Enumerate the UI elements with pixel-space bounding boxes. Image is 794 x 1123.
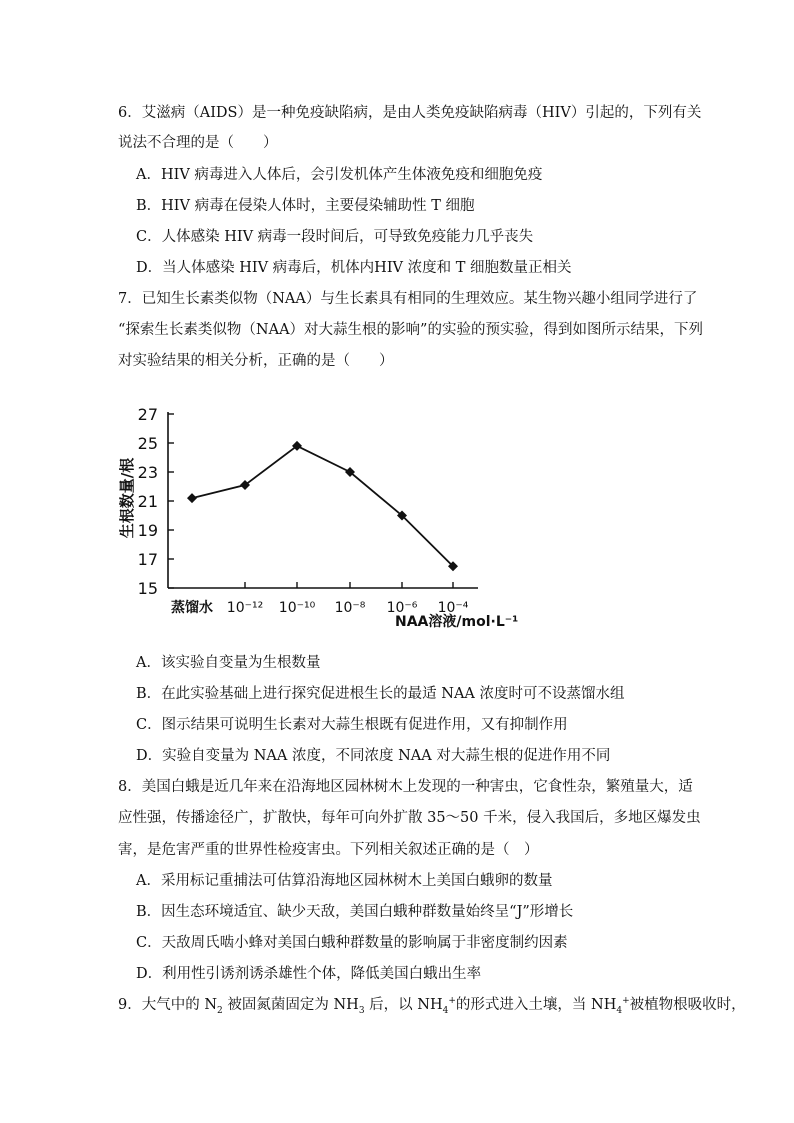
q9-text-1: 9．大气中的 N xyxy=(118,997,218,1013)
chart-series xyxy=(187,441,458,571)
q7-stem-line2: “探索生长素类似物（NAA）对大蒜生根的影响”的实验的预实验，得到如图所示结果，下列 xyxy=(118,322,703,338)
q9-sub-nh4-a: 4 xyxy=(442,1005,449,1016)
q9-sup-plus-b: + xyxy=(622,996,630,1007)
y-tick-label: 23 xyxy=(137,463,158,482)
q7-option-c: C．图示结果可说明生长素对大蒜生根既有促进作用，又有抑制作用 xyxy=(136,717,568,733)
data-point-marker xyxy=(187,493,197,503)
q9-sub-nh4-b: 4 xyxy=(616,1005,623,1016)
x-axis-label: NAA溶液/mol·L⁻¹ xyxy=(395,614,519,630)
q6-option-b: B．HIV 病毒在侵染人体时，主要侵染辅助性 T 细胞 xyxy=(136,198,475,214)
y-tick-label: 21 xyxy=(137,492,158,511)
chart-axes xyxy=(168,412,478,588)
q8-option-c: C．天敌周氏啮小蜂对美国白蛾种群数量的影响属于非密度制约因素 xyxy=(136,935,568,951)
q9-sup-plus-a: + xyxy=(448,996,456,1007)
x-tick-label: 蒸馏水 xyxy=(171,600,213,616)
y-tick-label: 25 xyxy=(137,434,158,453)
y-tick-label: 15 xyxy=(137,579,158,598)
y-tick-label: 27 xyxy=(137,405,158,424)
q6-option-a: A．HIV 病毒进入人体后，会引发机体产生体液免疫和细胞免疫 xyxy=(136,167,543,183)
q8-stem-line3: 害，是危害严重的世界性检疫害虫。下列相关叙述正确的是（ ） xyxy=(118,842,539,858)
y-tick-label: 17 xyxy=(137,550,158,569)
x-tick-label: 10⁻¹⁰ xyxy=(278,600,316,616)
q9-text-2: 被固氮菌固定为 NH xyxy=(222,997,359,1013)
naa-rooting-chart xyxy=(110,388,530,638)
q8-option-d: D．利用性引诱剂诱杀雄性个体，降低美国白蛾出生率 xyxy=(136,966,482,982)
y-axis-label: 生根数量/根 xyxy=(118,457,136,539)
q9-text-3: 后，以 NH xyxy=(364,997,443,1013)
q9-text-5: 被植物根吸收时， xyxy=(629,997,746,1013)
q7-option-a: A．该实验自变量为生根数量 xyxy=(136,655,321,671)
q6-option-d: D．当人体感染 HIV 病毒后，机体内HIV 浓度和 T 细胞数量正相关 xyxy=(136,260,572,276)
q7-stem-line3: 对实验结果的相关分析，正确的是（ ） xyxy=(118,353,394,369)
x-tick-label: 10⁻⁴ xyxy=(437,600,469,616)
q8-stem-line2: 应性强，传播途径广，扩散快，每年可向外扩散 35～50 千米，侵入我国后，多地区爆发虫 xyxy=(118,810,701,826)
series-line xyxy=(192,446,453,566)
y-tick-label: 19 xyxy=(137,521,158,540)
x-ticks xyxy=(171,582,469,616)
q8-option-a: A．采用标记重捕法可估算沿海地区园林树木上美国白蛾卵的数量 xyxy=(136,873,553,889)
q9-sub-nh3: 3 xyxy=(358,1005,365,1016)
q8-stem-line1: 8．美国白蛾是近几年来在沿海地区园林树木上发现的一种害虫，它食性杂，繁殖量大，适 xyxy=(118,779,693,795)
q6-option-c: C．人体感染 HIV 病毒一段时间后，可导致免疫能力几乎丧失 xyxy=(136,229,534,245)
x-tick-label: 10⁻¹² xyxy=(226,600,264,616)
q9-sub-n2: 2 xyxy=(217,1005,223,1016)
q7-option-b: B．在此实验基础上进行探究促进根生长的最适 NAA 浓度时可不设蒸馏水组 xyxy=(136,686,625,702)
q9-text-4: 的形式进入土壤，当 NH xyxy=(455,997,617,1013)
q7-option-d: D．实验自变量为 NAA 浓度，不同浓度 NAA 对大蒜生根的促进作用不同 xyxy=(136,748,611,764)
x-tick-label: 10⁻⁸ xyxy=(334,600,366,616)
q9-stem-line1 xyxy=(118,995,746,1015)
q7-stem-line1: 7．已知生长素类似物（NAA）与生长素具有相同的生理效应。某生物兴趣小组同学进行了 xyxy=(118,291,698,307)
q6-stem-line1: 6．艾滋病（AIDS）是一种免疫缺陷病，是由人类免疫缺陷病毒（HIV）引起的，下列有关 xyxy=(118,105,702,121)
q8-option-b: B．因生态环境适宜、缺少天敌，美国白蛾种群数量始终呈“J”形增长 xyxy=(136,904,574,920)
q6-stem-line2: 说法不合理的是（ ） xyxy=(118,135,278,151)
x-tick-label: 10⁻⁶ xyxy=(386,600,418,616)
